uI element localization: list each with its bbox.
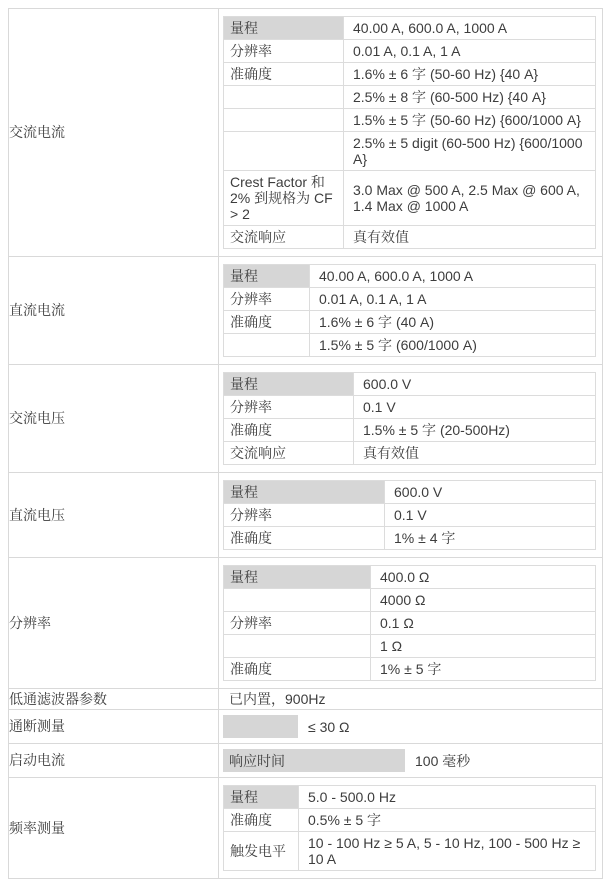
- spec-label: 分辨率: [224, 40, 344, 63]
- spec-label: [224, 635, 371, 658]
- spec-value: 600.0 V: [354, 373, 596, 396]
- section-label: 低通滤波器参数: [9, 689, 219, 710]
- spec-value: 0.1 V: [354, 396, 596, 419]
- spec-row: [224, 334, 596, 357]
- spec-value: ≤ 30 Ω: [308, 718, 350, 735]
- spec-row: [224, 226, 596, 249]
- spec-row: [224, 373, 596, 396]
- section-label: 直流电压: [9, 473, 219, 558]
- ac-current-spec-table: [223, 16, 596, 249]
- section-content: [219, 689, 603, 710]
- spec-row: [224, 832, 596, 871]
- spec-value: 1.5% ± 5 字 (20-500Hz): [354, 419, 596, 442]
- spec-value: 4000 Ω: [371, 589, 596, 612]
- section-label: 交流电流: [9, 9, 219, 257]
- spec-label: 准确度: [224, 658, 371, 681]
- spec-label: [224, 109, 344, 132]
- spec-value: 5.0 - 500.0 Hz: [299, 786, 596, 809]
- spec-label: 交流响应: [224, 226, 344, 249]
- spec-label: 分辨率: [224, 288, 310, 311]
- section-ac-voltage: [9, 365, 603, 473]
- spec-value: 0.01 A, 0.1 A, 1 A: [344, 40, 596, 63]
- range-header-cell: 量程: [224, 17, 344, 40]
- spec-row: [224, 40, 596, 63]
- section-content: [219, 257, 603, 365]
- spec-label: 分辨率: [224, 504, 385, 527]
- range-header-cell: 量程: [224, 373, 354, 396]
- spec-row: [224, 566, 596, 589]
- spec-row: [224, 442, 596, 465]
- section-resolution: [9, 558, 603, 689]
- range-header-cell: 量程: [224, 481, 385, 504]
- section-content: [219, 778, 603, 879]
- spec-row: [224, 504, 596, 527]
- dc-voltage-spec-table: [223, 480, 596, 550]
- spec-row: [224, 109, 596, 132]
- spec-label: [224, 86, 344, 109]
- spec-row: [224, 171, 596, 226]
- spec-row: [224, 396, 596, 419]
- spec-row: [224, 527, 596, 550]
- spec-value: 2.5% ± 5 digit (60-500 Hz) {600/1000 A}: [344, 132, 596, 171]
- section-continuity: [9, 710, 603, 744]
- spec-value: 真有效值: [354, 442, 596, 465]
- spec-row: [224, 481, 596, 504]
- spec-label: 交流响应: [224, 442, 354, 465]
- spec-value: 400.0 Ω: [371, 566, 596, 589]
- section-label: 交流电压: [9, 365, 219, 473]
- spec-value: 100 毫秒: [415, 752, 471, 769]
- spec-label: 准确度: [224, 419, 354, 442]
- spec-label: 准确度: [224, 527, 385, 550]
- spec-row: [223, 715, 602, 738]
- spec-label: 准确度: [224, 63, 344, 86]
- section-dc-current: [9, 257, 603, 365]
- spec-row: [224, 635, 596, 658]
- spec-value: 1.5% ± 5 字 (50-60 Hz) {600/1000 A}: [344, 109, 596, 132]
- spec-row: [223, 749, 602, 772]
- spec-row: [224, 612, 596, 635]
- spec-value: 40.00 A, 600.0 A, 1000 A: [344, 17, 596, 40]
- section-content: [219, 473, 603, 558]
- spec-value: 1% ± 5 字: [371, 658, 596, 681]
- spec-row: [224, 311, 596, 334]
- spec-value: 0.01 A, 0.1 A, 1 A: [310, 288, 596, 311]
- spec-label: 触发电平: [224, 832, 299, 871]
- ac-voltage-spec-table: [223, 372, 596, 465]
- spec-value: 10 - 100 Hz ≥ 5 A, 5 - 10 Hz, 100 - 500 Hz ≥ 10 A: [299, 832, 596, 871]
- spec-value: 2.5% ± 8 字 (60-500 Hz) {40 A}: [344, 86, 596, 109]
- spec-row: [224, 589, 596, 612]
- section-content: [219, 744, 603, 778]
- specifications-page: [8, 8, 603, 879]
- spec-value: 0.5% ± 5 字: [299, 809, 596, 832]
- spec-label: 分辨率: [224, 612, 371, 635]
- spec-row: [224, 809, 596, 832]
- resistance-spec-table: [223, 565, 596, 681]
- spec-value: 1.6% ± 6 字 (50-60 Hz) {40 A}: [344, 63, 596, 86]
- specifications-table: [8, 8, 603, 879]
- spec-label: [224, 589, 371, 612]
- spec-value: 0.1 V: [385, 504, 596, 527]
- section-low-pass-filter: [9, 689, 603, 710]
- spec-value: 40.00 A, 600.0 A, 1000 A: [310, 265, 596, 288]
- section-label: 分辨率: [9, 558, 219, 689]
- section-content: [219, 558, 603, 689]
- spec-row: [224, 132, 596, 171]
- spec-value: 真有效值: [344, 226, 596, 249]
- section-label: 通断测量: [9, 710, 219, 744]
- spec-label: 准确度: [224, 311, 310, 334]
- section-label: 直流电流: [9, 257, 219, 365]
- spec-value: 1 Ω: [371, 635, 596, 658]
- spec-row: [224, 786, 596, 809]
- spec-row: [224, 288, 596, 311]
- spec-value: 3.0 Max @ 500 A, 2.5 Max @ 600 A, 1.4 Max @ 1000 A: [344, 171, 596, 226]
- range-header-cell: [223, 715, 298, 738]
- spec-label: [224, 334, 310, 357]
- section-label: 启动电流: [9, 744, 219, 778]
- spec-label: 准确度: [224, 809, 299, 832]
- section-label: 频率测量: [9, 778, 219, 879]
- dc-current-spec-table: [223, 264, 596, 357]
- spec-value: 600.0 V: [385, 481, 596, 504]
- spec-label: 分辨率: [224, 396, 354, 419]
- section-inrush-current: [9, 744, 603, 778]
- spec-value: 0.1 Ω: [371, 612, 596, 635]
- spec-label: Crest Factor 和 2% 到规格为 CF > 2: [224, 171, 344, 226]
- range-header-cell: 量程: [224, 786, 299, 809]
- spec-row: [224, 658, 596, 681]
- section-frequency: [9, 778, 603, 879]
- spec-row: [224, 17, 596, 40]
- section-content: [219, 710, 603, 744]
- spec-value: 1.5% ± 5 字 (600/1000 A): [310, 334, 596, 357]
- spec-label: [224, 132, 344, 171]
- spec-value: 已内置，900Hz: [229, 691, 326, 707]
- response-time-header-cell: 响应时间: [223, 749, 405, 772]
- spec-value: 1.6% ± 6 字 (40 A): [310, 311, 596, 334]
- spec-row: [224, 63, 596, 86]
- spec-row: [224, 419, 596, 442]
- section-dc-voltage: [9, 473, 603, 558]
- spec-row: [224, 265, 596, 288]
- frequency-spec-table: [223, 785, 596, 871]
- spec-value: 1% ± 4 字: [385, 527, 596, 550]
- section-content: [219, 365, 603, 473]
- section-content: [219, 9, 603, 257]
- spec-row: [224, 86, 596, 109]
- range-header-cell: 量程: [224, 566, 371, 589]
- section-ac-current: [9, 9, 603, 257]
- range-header-cell: 量程: [224, 265, 310, 288]
